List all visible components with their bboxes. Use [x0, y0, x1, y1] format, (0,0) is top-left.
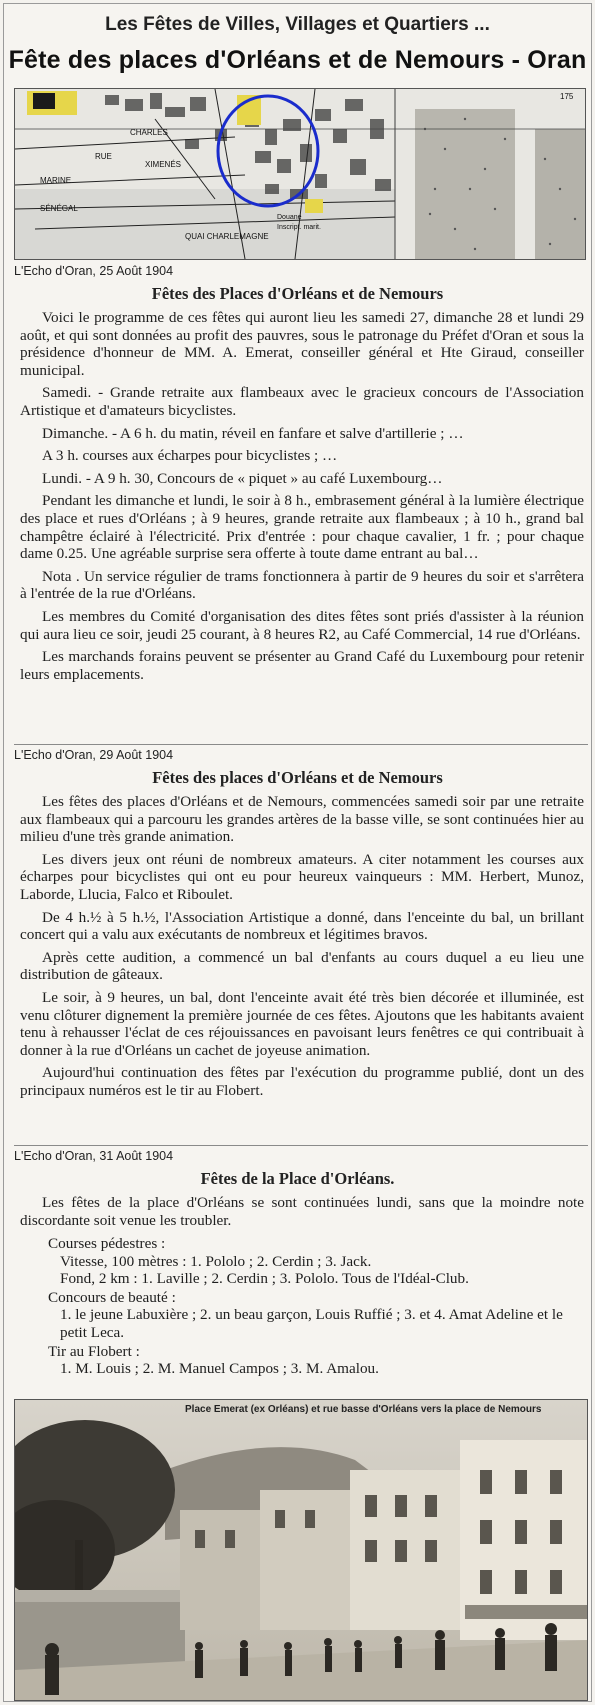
map-label-senegal: SÉNÉGAL	[40, 204, 78, 213]
map-label-rue: RUE	[95, 152, 112, 161]
paragraph: Lundi. - A 9 h. 30, Concours de « piquet » au café Luxembourg…	[42, 469, 443, 487]
paragraph: Les fêtes de la place d'Orléans se sont continuées lundi, sans que la moindre note discordante soit venue les troubler.	[20, 1194, 584, 1229]
page-supertitle: Les Fêtes de Villes, Villages et Quartiers ...	[105, 14, 490, 35]
page	[3, 3, 592, 1702]
paragraph: A 3 h. courses aux écharpes pour bicyclistes ; …	[42, 447, 338, 465]
divider	[14, 1145, 588, 1146]
paragraph: Nota . Un service régulier de trams fonctionnera à partir de 9 heures du soir et s'arrêtera à l'entrée de la rue d'Orléans.	[20, 567, 584, 603]
article-source: L'Echo d'Oran, 25 Août 1904	[14, 264, 174, 278]
results-item: Fond, 2 km : 1. Laville ; 2. Cerdin ; 3. Pololo. Tous de l'Idéal-Club.	[60, 1270, 469, 1288]
results-category: Concours de beauté :	[48, 1288, 176, 1306]
paragraph: Les fêtes des places d'Orléans et de Nemours, commencées samedi soir par une retraite aux flambeaux qui a parcouru les grandes artères de la basse ville, se sont continuées hier au milieu d'une très grande animation.	[20, 793, 584, 846]
article-title: Fêtes des places d'Orléans et de Nemours	[152, 768, 443, 787]
article-source: L'Echo d'Oran, 29 Août 1904	[14, 748, 174, 762]
results-item: 1. le jeune Labuxière ; 2. un beau garçon, Louis Ruffié ; 3. et 4. Amat Adeline et le petit Leca.	[60, 1306, 563, 1341]
results-item: 1. M. Louis ; 2. M. Manuel Campos ; 3. M. Amalou.	[60, 1360, 379, 1378]
article-body	[20, 1194, 584, 1234]
article-body	[20, 309, 584, 688]
map-label-quai: QUAI CHARLEMAGNE	[185, 232, 269, 241]
results-category: Courses pédestres :	[48, 1235, 166, 1252]
svg-text:175: 175	[560, 92, 574, 101]
paragraph: Voici le programme de ces fêtes qui auront lieu les samedi 27, dimanche 28 et lundi 29 août, et qui sont données au profit des pauvres, sous le patronage du Préfet d'Oran et sous la présidence d'honneur de MM. A. Emerat, conseiller général et Hte Giraud, conseiller municipal.	[20, 309, 584, 379]
paragraph: Samedi. - Grande retraite aux flambeaux avec le gracieux concours de l'Association Artistique et d'amateurs bicyclistes.	[20, 384, 584, 419]
paragraph: Après cette audition, a commencé un bal d'enfants au cours duquel a eu lieu une distribution de gâteaux.	[20, 948, 584, 984]
paragraph: Les membres du Comité d'organisation des dites fêtes sont priés d'assister à la réunion qui aura lieu ce soir, jeudi 25 courant, à 8 heures R2, au Café Commercial, 14 rue d'Orléans.	[20, 607, 584, 643]
paragraph: Les marchands forains peuvent se présenter au Grand Café du Luxembourg pour retenir leurs emplacements.	[20, 648, 584, 683]
svg-text:Inscript. marit.: Inscript. marit.	[277, 224, 321, 231]
street-scene	[15, 1400, 588, 1701]
paragraph: Pendant les dimanche et lundi, le soir à 8 h., embrasement général à la lumière électrique des place et rues d'Orléans ; à 9 heures, grande retraite aux flambeaux ; à 10 h., grand bal champêtre éclairé à l'électricité. Prix d'entrée : pour chaque cavalier, 1 fr. ; pour chaque dame 0.25. Une agréable surprise sera offerte à toute dame entrant au bal…	[20, 492, 584, 563]
article-title: Fêtes des Places d'Orléans et de Nemours	[151, 284, 444, 303]
historic-photo	[14, 1399, 588, 1701]
city-map	[15, 89, 586, 260]
photo-caption: Place Emerat (ex Orléans) et rue basse d'Orléans vers la place de Nemours	[185, 1404, 542, 1415]
paragraph: De 4 h.½ à 5 h.½, l'Association Artistique a donné, dans l'enceinte du bal, un brillant concert qui a valu aux exécutants de nombreux et légitimes bravos.	[20, 908, 584, 944]
map-label-ximenes: XIMENÉS	[145, 160, 182, 169]
svg-text:Douane: Douane	[277, 214, 302, 221]
page-title: Fête des places d'Orléans et de Nemours - Oran	[8, 46, 587, 74]
paragraph: Le soir, à 9 heures, un bal, dont l'enceinte avait été très bien décorée et illuminée, est venu clôturer dignement la première journée de ces fêtes. Ajoutons que les habitants avaient tenu à rehausser l'éclat de ces réjouissances en pavoisant leurs fenêtres ce qui contribuait à donner à la rue d'Orléans un cachet de joyeuse animation.	[20, 988, 584, 1059]
article-source: L'Echo d'Oran, 31 Août 1904	[14, 1149, 174, 1163]
divider	[14, 744, 588, 745]
results-item: Vitesse, 100 mètres : 1. Pololo ; 2. Cerdin ; 3. Jack.	[60, 1252, 372, 1270]
article-body	[20, 793, 584, 1105]
paragraph: Dimanche. - A 6 h. du matin, réveil en fanfare et salve d'artillerie ; …	[42, 424, 464, 442]
results-list	[48, 1234, 588, 1378]
paragraph: Aujourd'hui continuation des fêtes par l'exécution du programme publié, dont un des principaux numéros est le tir au Flobert.	[20, 1064, 584, 1099]
results-category: Tir au Flobert :	[48, 1342, 140, 1360]
map-label-marine: MARINE	[40, 176, 72, 185]
article-title: Fêtes de la Place d'Orléans.	[200, 1169, 395, 1188]
paragraph: Les divers jeux ont réuni de nombreux amateurs. A citer notamment les courses aux écharpes pour bicyclistes qui ont eu pour heureux vainqueurs : MM. Herbert, Munoz, Laborde, Llucia, Falco et Riboulet.	[20, 850, 584, 903]
map-label-charles: CHARLES	[130, 128, 168, 137]
city-map-image	[14, 88, 586, 260]
